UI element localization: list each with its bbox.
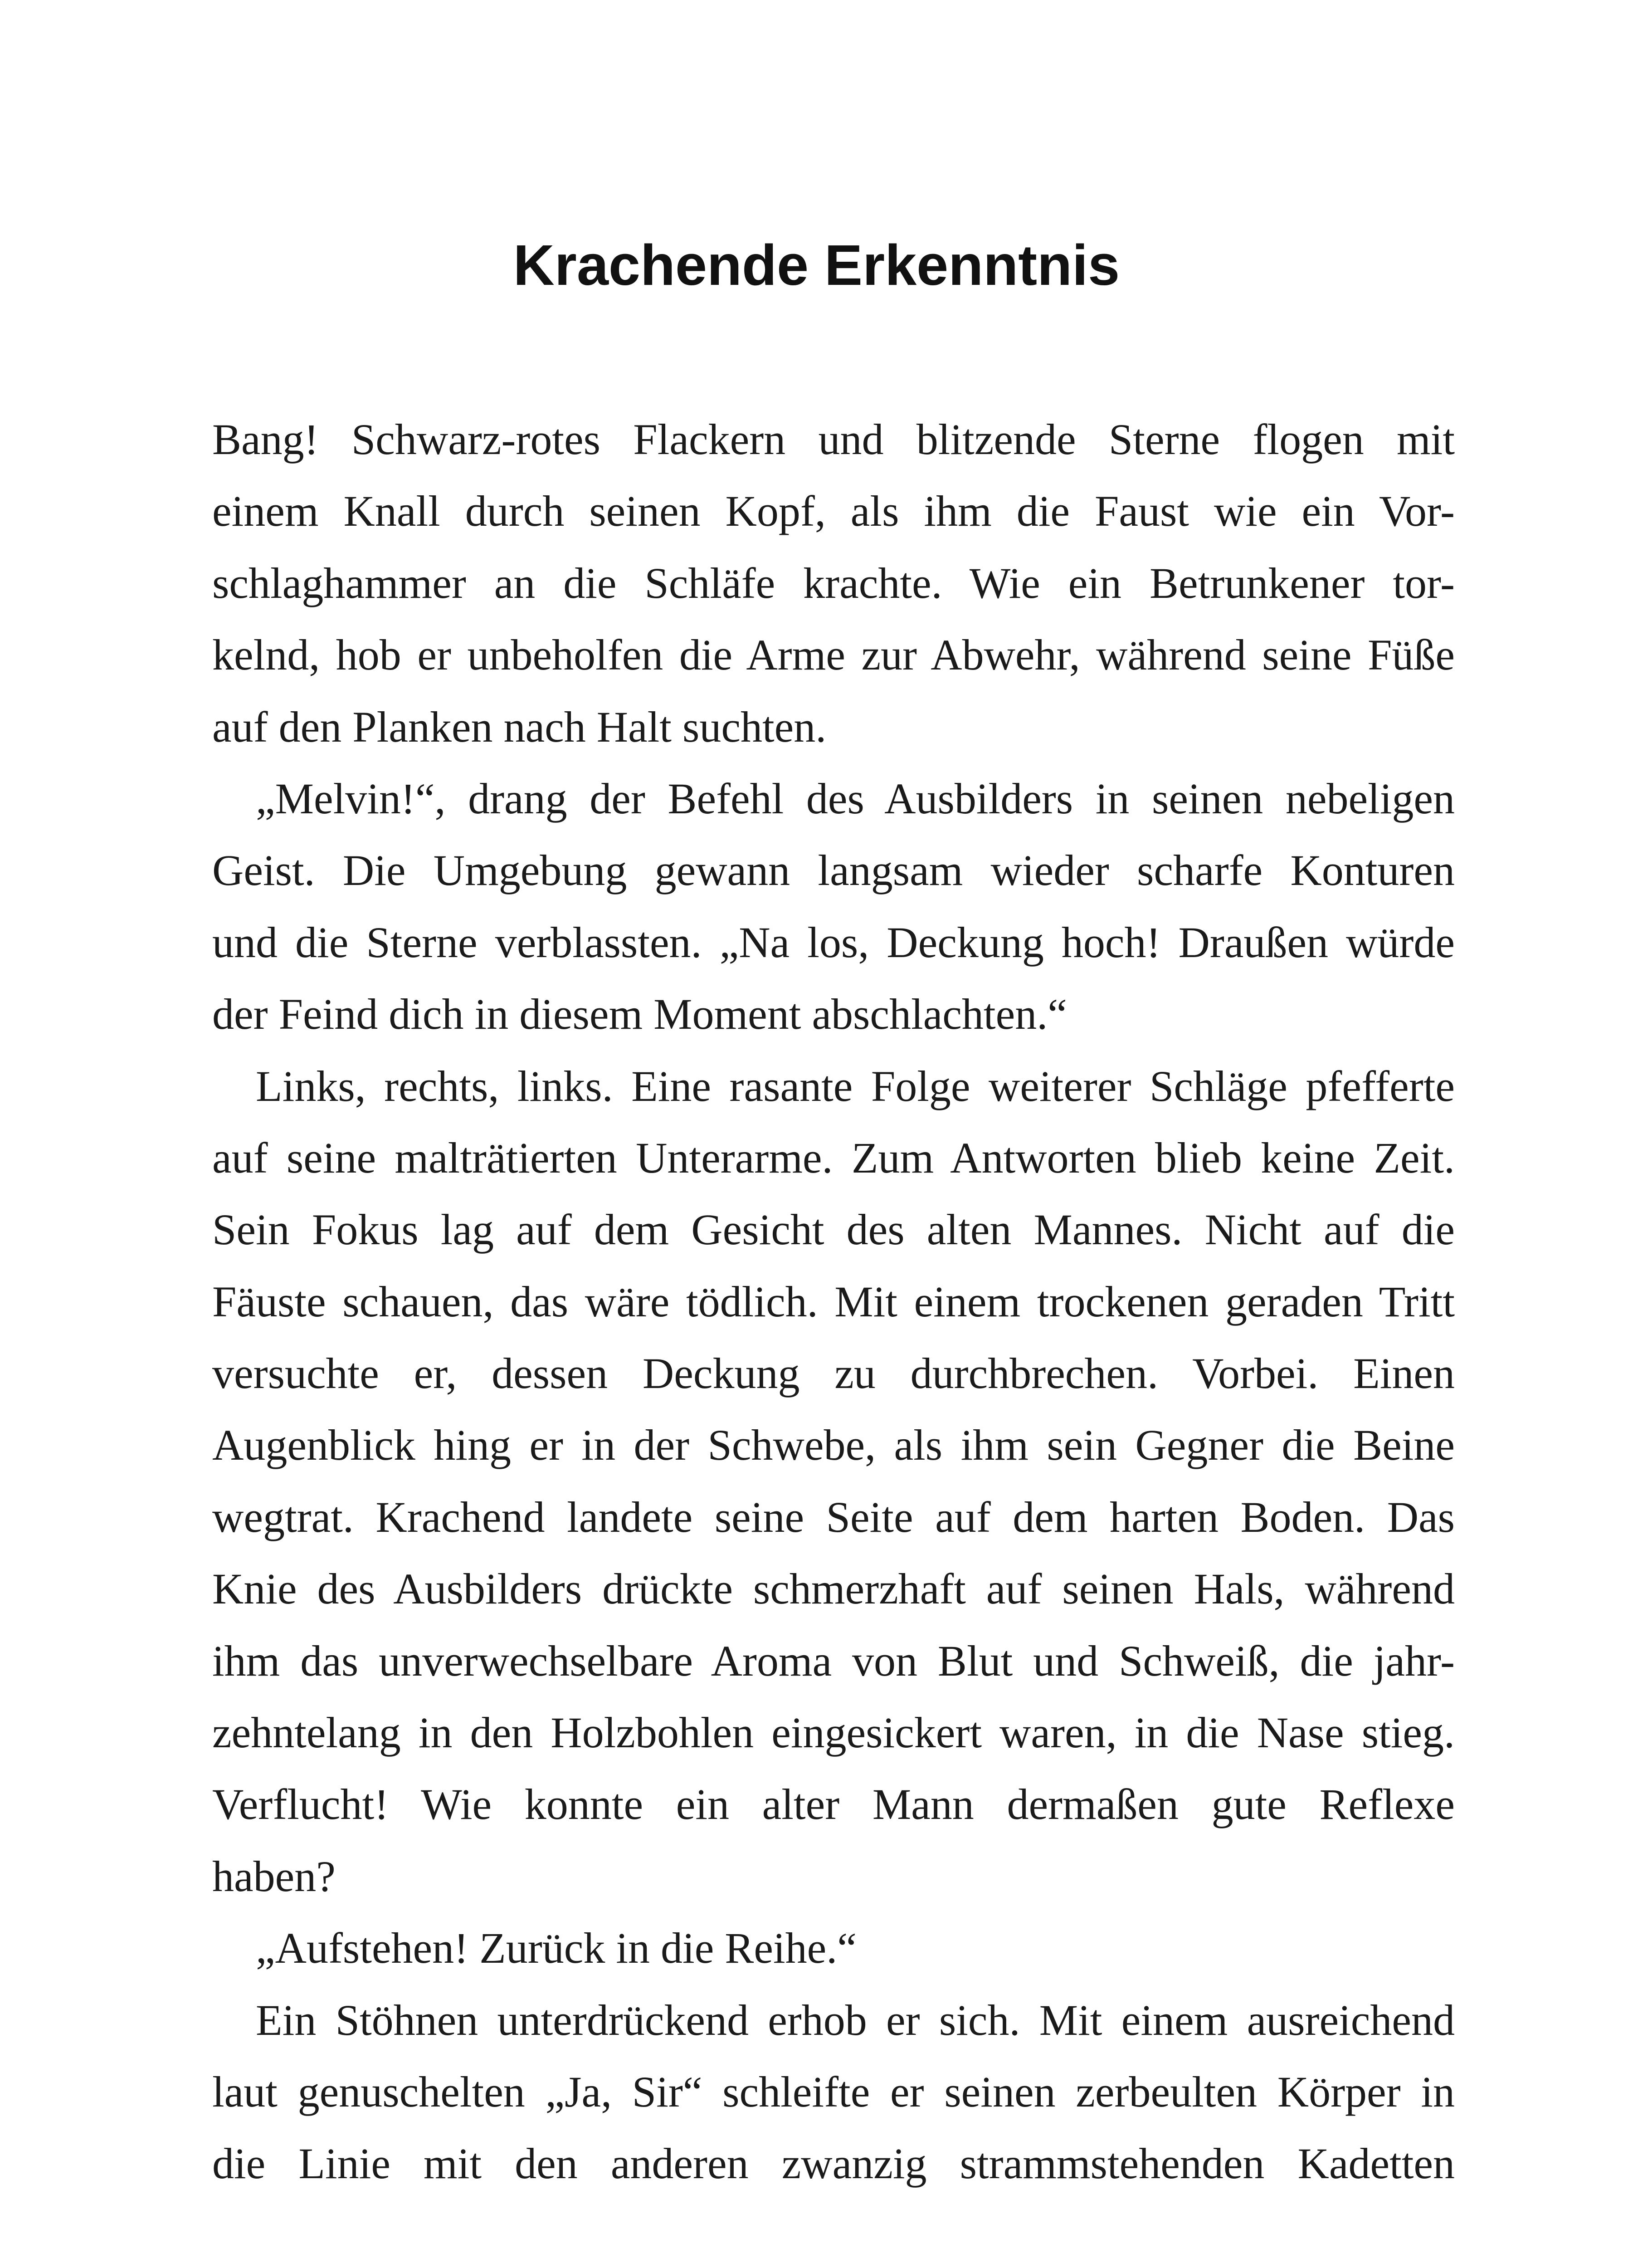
text-line: der Feind dich in diesem Moment abschlachten.“: [212, 990, 1067, 1039]
text-line: laut genuschelten „Ja, Sir“ schleifte er seinen zerbeulten Körper in: [212, 2067, 1455, 2116]
text-line: Fäuste schauen, das wäre tödlich. Mit einem trockenen geraden Tritt: [212, 1277, 1455, 1326]
text-line: „Melvin!“, drang der Befehl des Ausbilders in seinen nebeligen: [256, 774, 1455, 823]
chapter-title: Krachende Erkenntnis: [513, 233, 1120, 297]
text-line: zehntelang in den Holzbohlen eingesickert waren, in die Nase stieg.: [212, 1708, 1455, 1757]
text-line: Ein Stöhnen unterdrückend erhob er sich. Mit einem ausreichend: [256, 1995, 1455, 2044]
text-line: Verflucht! Wie konnte ein alter Mann dermaßen gute Reflexe: [212, 1780, 1455, 1829]
body-text: [212, 404, 1455, 2200]
text-line: einem Knall durch seinen Kopf, als ihm die Faust wie ein Vor-: [212, 487, 1455, 536]
text-line: wegtrat. Krachend landete seine Seite auf dem harten Boden. Das: [212, 1492, 1455, 1541]
text-line: Augenblick hing er in der Schwebe, als ihm sein Gegner die Beine: [212, 1421, 1455, 1470]
text-line: die Linie mit den anderen zwanzig strammstehenden Kadetten: [212, 2139, 1455, 2188]
text-line: Links, rechts, links. Eine rasante Folge weiterer Schläge pfefferte: [256, 1061, 1455, 1110]
text-line: Geist. Die Umgebung gewann langsam wieder scharfe Konturen: [212, 846, 1455, 895]
text-line: Sein Fokus lag auf dem Gesicht des alten Mannes. Nicht auf die: [212, 1205, 1455, 1254]
text-line: Knie des Ausbilders drückte schmerzhaft auf seinen Hals, während: [212, 1564, 1455, 1613]
text-line: ihm das unverwechselbare Aroma von Blut und Schweiß, die jahr-: [212, 1636, 1455, 1685]
text-line: schlaghammer an die Schläfe krachte. Wie ein Betrunkener tor-: [212, 558, 1455, 607]
text-line: versuchte er, dessen Deckung zu durchbrechen. Vorbei. Einen: [212, 1349, 1455, 1398]
text-line: haben?: [212, 1852, 336, 1901]
text-line: auf seine malträtierten Unterarme. Zum Antworten blieb keine Zeit.: [212, 1133, 1455, 1182]
text-line: Bang! Schwarz-rotes Flackern und blitzende Sterne flogen mit: [212, 415, 1455, 464]
text-line: „Aufstehen! Zurück in die Reihe.“: [256, 1924, 857, 1973]
text-line: kelnd, hob er unbeholfen die Arme zur Abwehr, während seine Füße: [212, 631, 1455, 679]
text-line: auf den Planken nach Halt suchten.: [212, 702, 827, 751]
text-line: und die Sterne verblassten. „Na los, Deckung hoch! Draußen würde: [212, 918, 1455, 967]
